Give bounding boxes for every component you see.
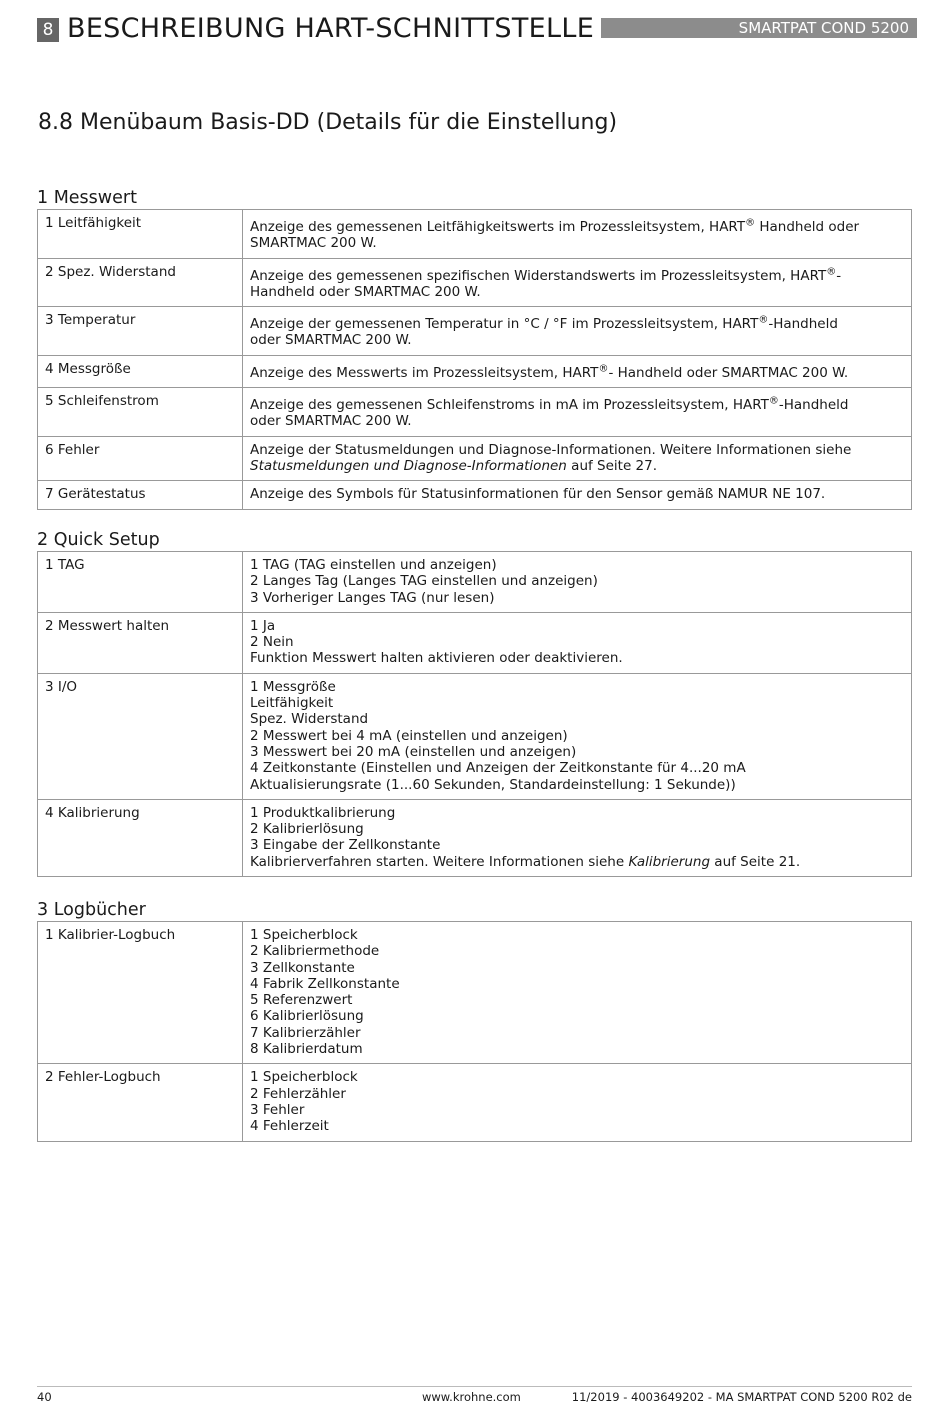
footer-document-reference: 11/2019 - 4003649202 - MA SMARTPAT COND 5200 R02 de <box>571 1390 912 1404</box>
cross-reference-link[interactable]: Kalibrierung <box>628 853 711 870</box>
menu-item-label: 3 I/O <box>38 673 243 799</box>
menu-item-label: 4 Kalibrierung <box>38 799 243 876</box>
cross-reference-line <box>250 458 904 474</box>
table-row <box>38 612 912 673</box>
description-line: Anzeige des gemessenen spezifischen Widerstandswerts im Prozessleitsystem, HART®- <box>250 266 842 284</box>
section-heading: 2 Quick Setup <box>37 530 160 550</box>
description-line: Leitfähigkeit <box>250 695 334 712</box>
description-line: Anzeige des gemessenen Leitfähigkeitswerts im Prozessleitsystem, HART® Handheld oder <box>250 217 860 235</box>
description-line: 1 Speicherblock <box>250 927 358 943</box>
description-line: 2 Langes Tag (Langes TAG einstellen und anzeigen) <box>250 573 598 590</box>
table-row <box>38 258 912 307</box>
description-line: 6 Kalibrierlösung <box>250 1008 364 1025</box>
menu-table <box>37 551 912 877</box>
cross-reference-line <box>250 854 904 870</box>
table-row <box>38 799 912 876</box>
description-line: 1 Speicherblock <box>250 1069 358 1086</box>
chapter-number-badge: 8 <box>37 18 59 42</box>
table-row <box>38 481 912 509</box>
menu-item-label: 4 Messgröße <box>38 355 243 387</box>
description-line: 1 Messgröße <box>250 678 336 695</box>
menu-table <box>37 921 912 1142</box>
table-row <box>38 355 912 387</box>
menu-item-label: 3 Temperatur <box>38 307 243 356</box>
description-line: 5 Referenzwert <box>250 992 353 1009</box>
chapter-title: BESCHREIBUNG HART-SCHNITTSTELLE <box>67 13 595 44</box>
menu-item-label: 2 Spez. Widerstand <box>38 258 243 307</box>
page-header <box>37 14 917 44</box>
description-line: SMARTMAC 200 W. <box>250 235 377 252</box>
footer-page-number: 40 <box>37 1390 52 1404</box>
menu-item-description <box>243 307 912 356</box>
table-row <box>38 436 912 481</box>
description-line: Handheld oder SMARTMAC 200 W. <box>250 283 481 300</box>
description-line: 2 Kalibrierlösung <box>250 821 364 838</box>
description-line: 1 TAG (TAG einstellen und anzeigen) <box>250 557 497 573</box>
description-line: 3 Eingabe der Zellkonstante <box>250 837 441 854</box>
menu-item-description <box>243 210 912 259</box>
description-line: 1 Produktkalibrierung <box>250 804 396 821</box>
menu-item-description <box>243 673 912 799</box>
description-line: 4 Zeitkonstante (Einstellen und Anzeigen der Zeitkonstante für 4...20 mA <box>250 760 746 777</box>
menu-item-description <box>243 436 912 481</box>
table-row <box>38 1064 912 1141</box>
description-line: Anzeige der Statusmeldungen und Diagnose-Informationen. Weitere Informationen siehe <box>250 441 852 458</box>
menu-item-label: 7 Gerätestatus <box>38 481 243 509</box>
description-line: Aktualisierungsrate (1...60 Sekunden, Standardeinstellung: 1 Sekunde)) <box>250 776 736 793</box>
description-line: 4 Fabrik Zellkonstante <box>250 975 400 992</box>
description-line: Anzeige des gemessenen Schleifenstroms in mA im Prozessleitsystem, HART®-Handheld <box>250 395 849 414</box>
cross-reference-prefix: Kalibrierverfahren starten. Weitere Informationen siehe <box>250 853 629 870</box>
menu-item-label: 2 Fehler-Logbuch <box>38 1064 243 1141</box>
description-line: 7 Kalibrierzähler <box>250 1024 361 1041</box>
product-name-bar: SMARTPAT COND 5200 <box>601 18 917 38</box>
section-heading: 1 Messwert <box>37 188 137 208</box>
description-line: Anzeige des Messwerts im Prozessleitsystem, HART®- Handheld oder SMARTMAC 200 W. <box>250 363 849 381</box>
menu-item-description <box>243 355 912 387</box>
description-line: 3 Vorheriger Langes TAG (nur lesen) <box>250 589 495 606</box>
table-row <box>38 552 912 613</box>
menu-item-label: 2 Messwert halten <box>38 612 243 673</box>
menu-item-label: 1 TAG <box>38 552 243 613</box>
menu-table <box>37 209 912 510</box>
menu-item-description <box>243 1064 912 1141</box>
menu-item-description <box>243 258 912 307</box>
description-line: 2 Nein <box>250 634 294 651</box>
section-quick-setup <box>37 529 912 877</box>
description-line: 8 Kalibrierdatum <box>250 1041 363 1058</box>
footer-website-link[interactable]: www.krohne.com <box>422 1390 521 1404</box>
table-row <box>38 673 912 799</box>
description-line: 1 Ja <box>250 617 276 634</box>
description-line: oder SMARTMAC 200 W. <box>250 413 412 430</box>
menu-item-description <box>243 481 912 509</box>
menu-item-description <box>243 552 912 613</box>
table-row <box>38 210 912 259</box>
description-line: 2 Messwert bei 4 mA (einstellen und anzeigen) <box>250 727 568 744</box>
menu-item-label: 1 Kalibrier-Logbuch <box>38 922 243 1064</box>
description-line: oder SMARTMAC 200 W. <box>250 332 412 349</box>
menu-item-label: 5 Schleifenstrom <box>38 388 243 437</box>
cross-reference-suffix: auf Seite 27. <box>566 457 658 474</box>
menu-item-description <box>243 388 912 437</box>
cross-reference-link[interactable]: Statusmeldungen und Diagnose-Informationen <box>250 457 567 474</box>
section-messwert <box>37 187 912 510</box>
table-row <box>38 307 912 356</box>
table-row <box>38 922 912 1064</box>
description-line: 3 Fehler <box>250 1101 305 1118</box>
menu-item-description <box>243 799 912 876</box>
menu-item-label: 6 Fehler <box>38 436 243 481</box>
description-line: Anzeige des Symbols für Statusinformationen für den Sensor gemäß NAMUR NE 107. <box>250 486 826 503</box>
description-line: 2 Fehlerzähler <box>250 1085 346 1102</box>
table-row <box>38 388 912 437</box>
cross-reference-suffix: auf Seite 21. <box>710 853 801 870</box>
menu-item-description <box>243 612 912 673</box>
menu-item-description <box>243 922 912 1064</box>
page-title: 8.8 Menübaum Basis-DD (Details für die Einstellung) <box>38 110 618 135</box>
description-line: Anzeige der gemessenen Temperatur in °C / °F im Prozessleitsystem, HART®-Handheld <box>250 314 838 333</box>
description-line: 3 Messwert bei 20 mA (einstellen und anzeigen) <box>250 743 577 760</box>
menu-item-label: 1 Leitfähigkeit <box>38 210 243 259</box>
description-line: Funktion Messwert halten aktivieren oder deaktivieren. <box>250 650 623 667</box>
description-line: 4 Fehlerzeit <box>250 1118 329 1135</box>
page-footer <box>37 1386 912 1404</box>
section-logbuecher <box>37 899 912 1142</box>
description-line: Spez. Widerstand <box>250 711 369 728</box>
description-line: 3 Zellkonstante <box>250 959 355 976</box>
section-heading: 3 Logbücher <box>37 900 146 920</box>
description-line: 2 Kalibriermethode <box>250 943 380 960</box>
